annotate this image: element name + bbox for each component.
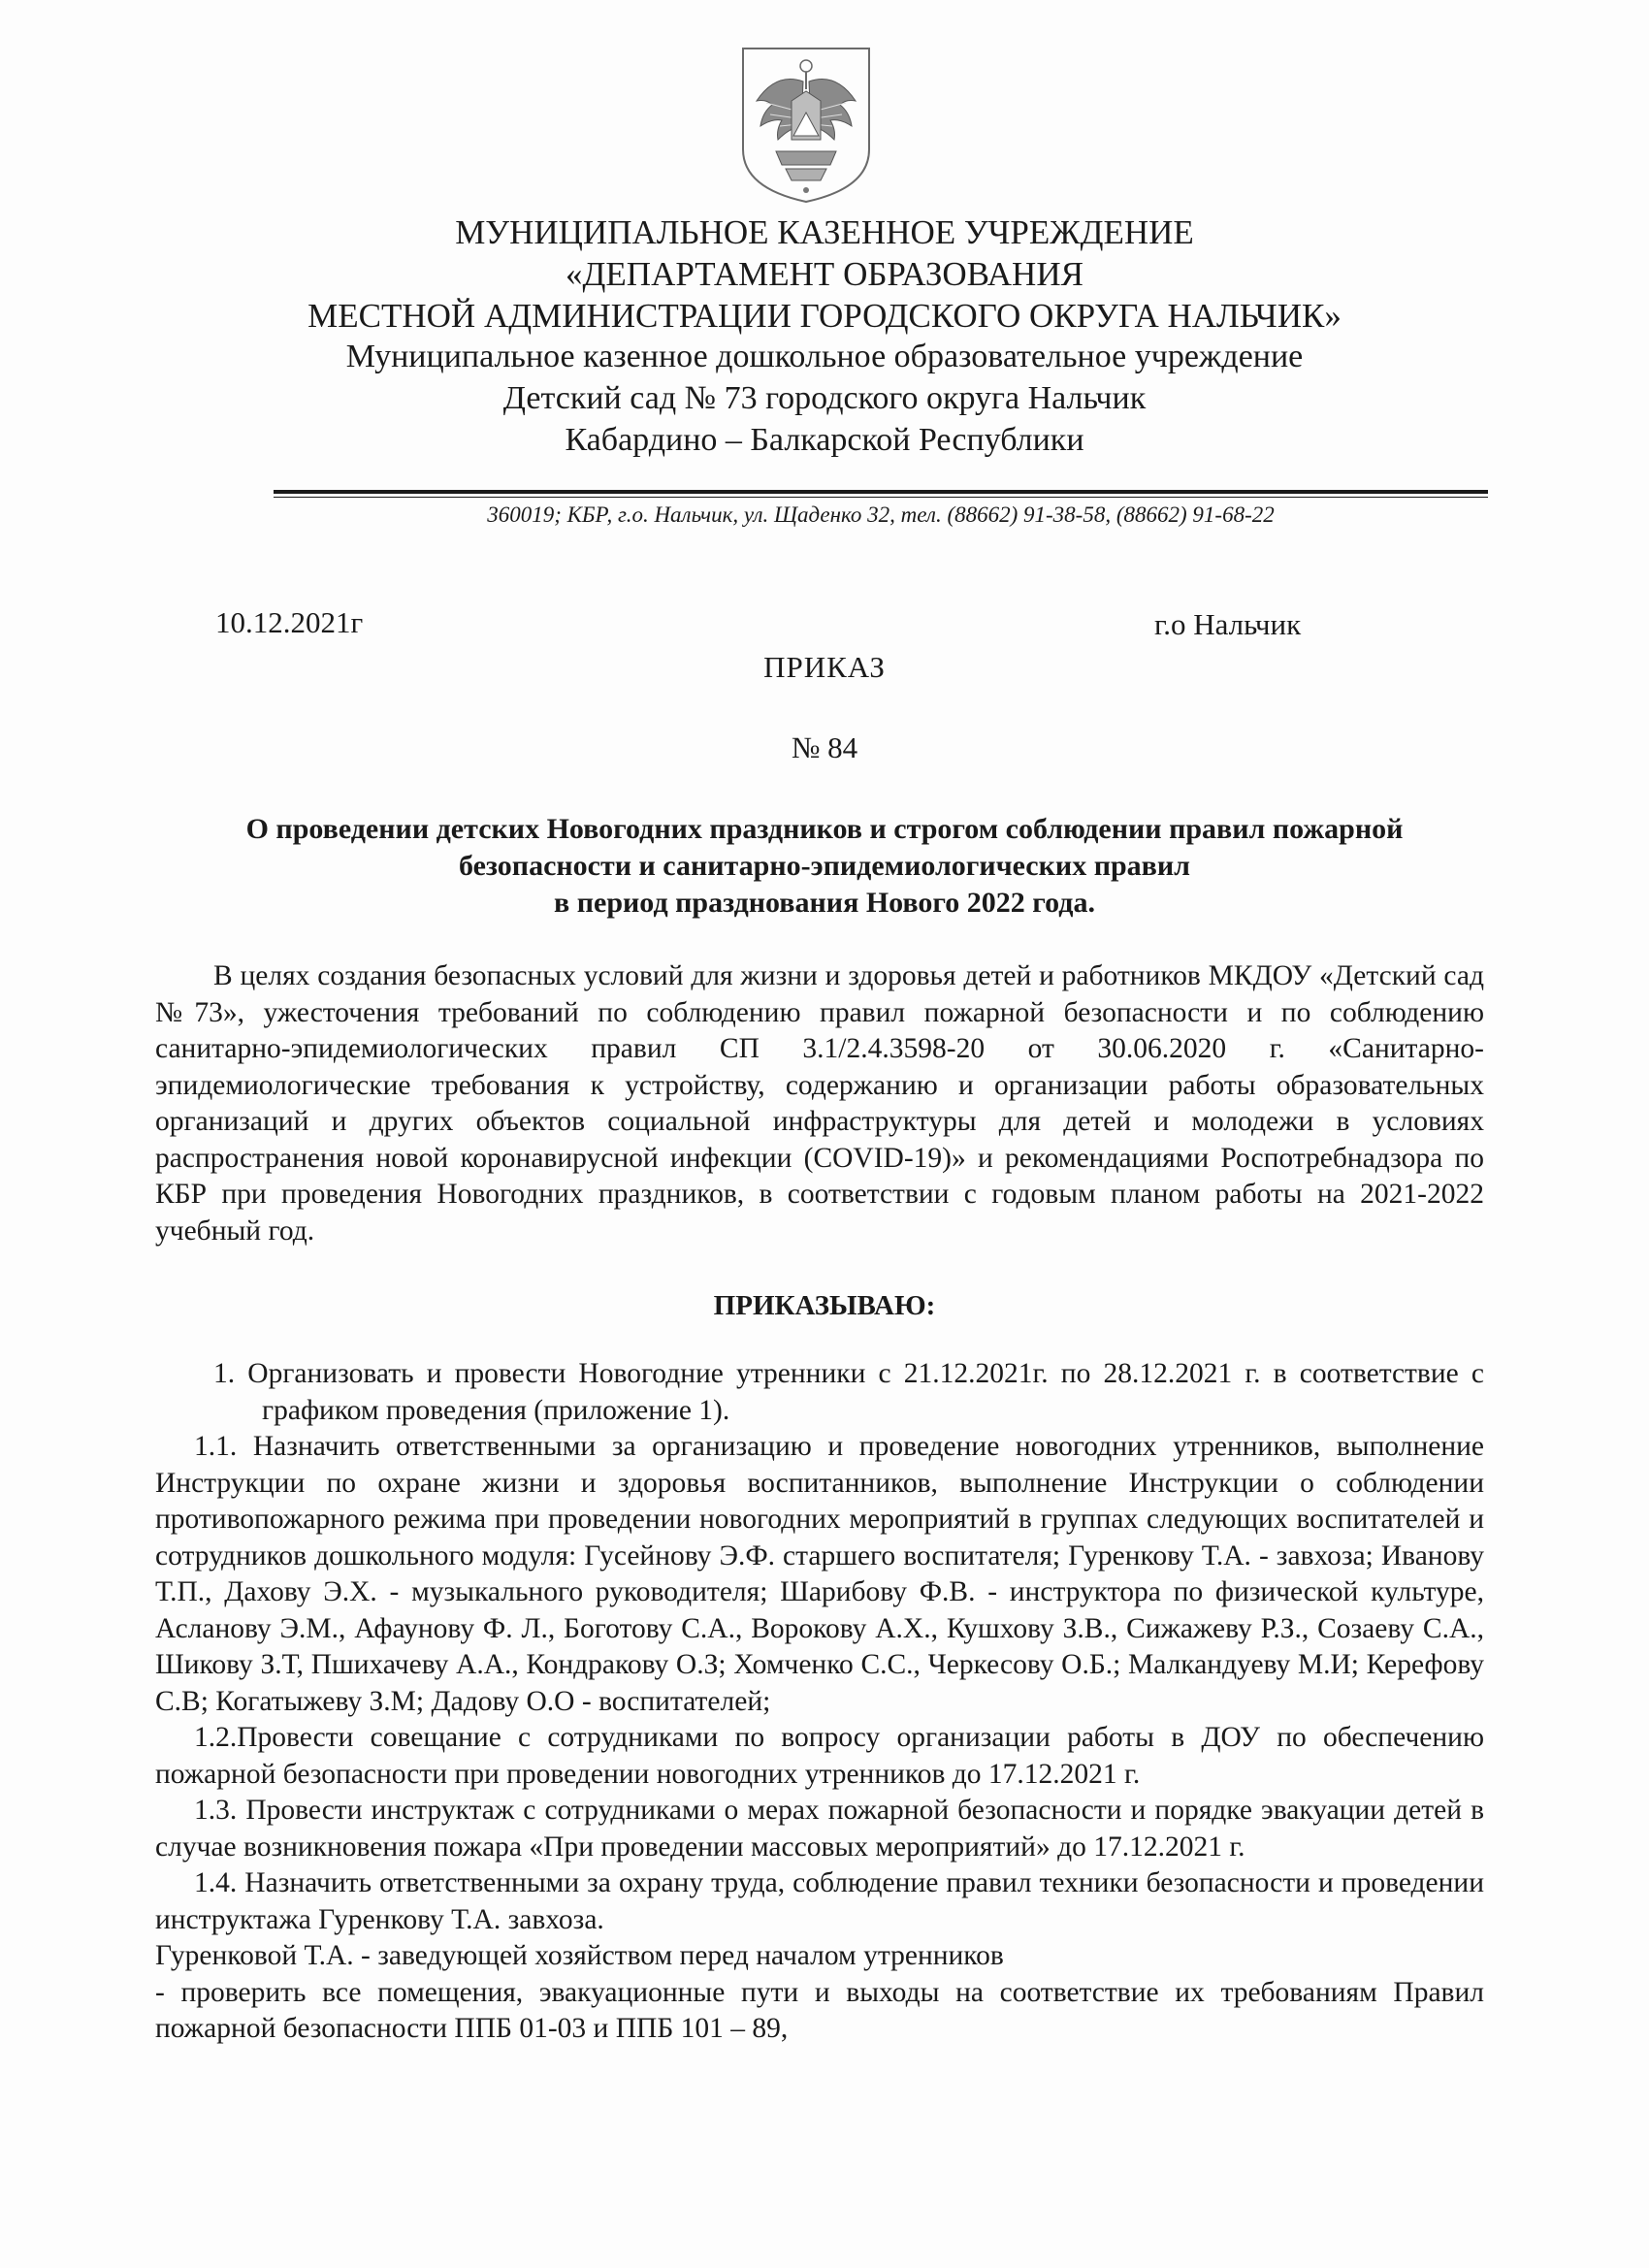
order-date: 10.12.2021г [215,605,364,639]
order-subject [146,811,1504,922]
intro-section [155,958,1484,1249]
intro-paragraph: В целях создания безопасных условий для жизни и здоровья детей и работников МКДОУ «Детский сад №73», ужесточения требований по соблюдению правил пожарной безопасности и по соблюдению санитарно-эпидемиологических правил СП 3.1/2.4.3598-20 от 30.06.2020 г. «Санитарно-эпидемиологические требования к устройству, содержанию и организации работы образовательных организаций и других объектов социальной инфраструктуры для детей и молодежи в условиях распространения новой коронавирусной инфекции (COVID-19)» и рекомендациями Роспотребнадзора по КБР при проведения Новогодних праздников, в соответствии с годовым планом работы на 2021-2022 учебный год. [155,960,1484,1247]
order-item-1-1: 1.1. Назначить ответственными за организацию и проведение новогодних утренников, выполнение Инструкции по охране жизни и здоровья воспитанников, выполнение Инструкции о соблюдении противопожарного режима при проведении новогодних мероприятий в группах следующих воспитателей и сотрудников дошкольного модуля: Гусейнову Э.Ф. старшего воспитателя; Гуренкову Т.А. - завхоза; Иванову Т.П., Дахову Э.Х. - музыкального руководителя; Шарибову Ф.В. - инструктора по физической культуре, Асланову Э.М., Афаунову Ф. Л., Боготову С.А., Ворокову А.Х., Кушхову З.В., Сижажеву Р.З., Созаеву С.А., Шикову З.Т, Пшихачеву А.А., Кондракову О.З; Хомченко С.С., Черкесову О.Б.; Малкандуеву М.И; Керефову С.В; Когатыжеву З.М; Дадову О.О - воспитателей; [155,1431,1484,1717]
header-org-line3: МЕСТНОЙ АДМИНИСТРАЦИИ ГОРОДСКОГО ОКРУГА НАЛЬЧИК» [307,297,1342,335]
order-item-1-4: 1.4. Назначить ответственными за охрану труда, соблюдение правил техники безопасности и проведении инструктажа Гуренкову Т.А. завхоза. [155,1867,1484,1935]
header-org-line6: Кабардино – Балкарской Республики [565,422,1084,458]
order-item-check: - проверить все помещения, эвакуационные пути и выходы на соответствие их требованиям Правил пожарной безопасности ППБ 01-03 и ППБ 101 – 89, [155,1976,1484,2044]
order-directive-heading: ПРИКАЗЫВАЮ: [713,1290,936,1321]
header-divider [274,490,1488,494]
order-item-1-3: 1.3. Провести инструктаж с сотрудниками о мерах пожарной безопасности и порядке эвакуации детей в случае возникновения пожара «При проведении массовых мероприятий» до 17.12.2021 г. [155,1795,1484,1863]
order-item-1-2: 1.2.Провести совещание с сотрудниками по вопросу организации работы в ДОУ по обеспечению пожарной безопасности при проведении новогодних утренников до 17.12.2021 г. [155,1722,1484,1790]
header-divider-thin [274,497,1488,498]
coat-of-arms-icon [737,43,875,206]
order-items [155,1356,1484,2048]
order-item-1: 1. Организовать и провести Новогодние утренники с 21.12.2021г. по 28.12.2021 г. в соответствие с графиком проведения (приложение 1). [213,1358,1484,1426]
header-org-line1: МУНИЦИПАЛЬНОЕ КАЗЕННОЕ УЧРЕЖДЕНИЕ [455,213,1194,251]
subject-line1: О проведении детских Новогодних праздников и строгом соблюдении правил пожарной [245,813,1404,845]
address-line: 360019; КБР, г.о. Нальчик, ул. Щаденко 32, тел. (88662) 91-38-58, (88662) 91-68-22 [487,502,1275,527]
header-org-line2: «ДЕПАРТАМЕНТ ОБРАЗОВАНИЯ [566,255,1083,293]
header-org-line5: Детский сад № 73 городского округа Нальчик [502,380,1147,416]
order-city: г.о Нальчик [1154,607,1302,641]
order-number: № 84 [791,730,858,764]
subject-line3: в период празднования Нового 2022 года. [554,887,1095,919]
order-item-gurenkova: Гуренковой Т.А. - заведующей хозяйством перед началом утренников [155,1940,1004,1971]
header-org-line4: Муниципальное казенное дошкольное образовательное учреждение [345,339,1304,374]
order-title: ПРИКАЗ [763,650,886,684]
subject-line2: безопасности и санитарно-эпидемиологических правил [459,850,1190,882]
